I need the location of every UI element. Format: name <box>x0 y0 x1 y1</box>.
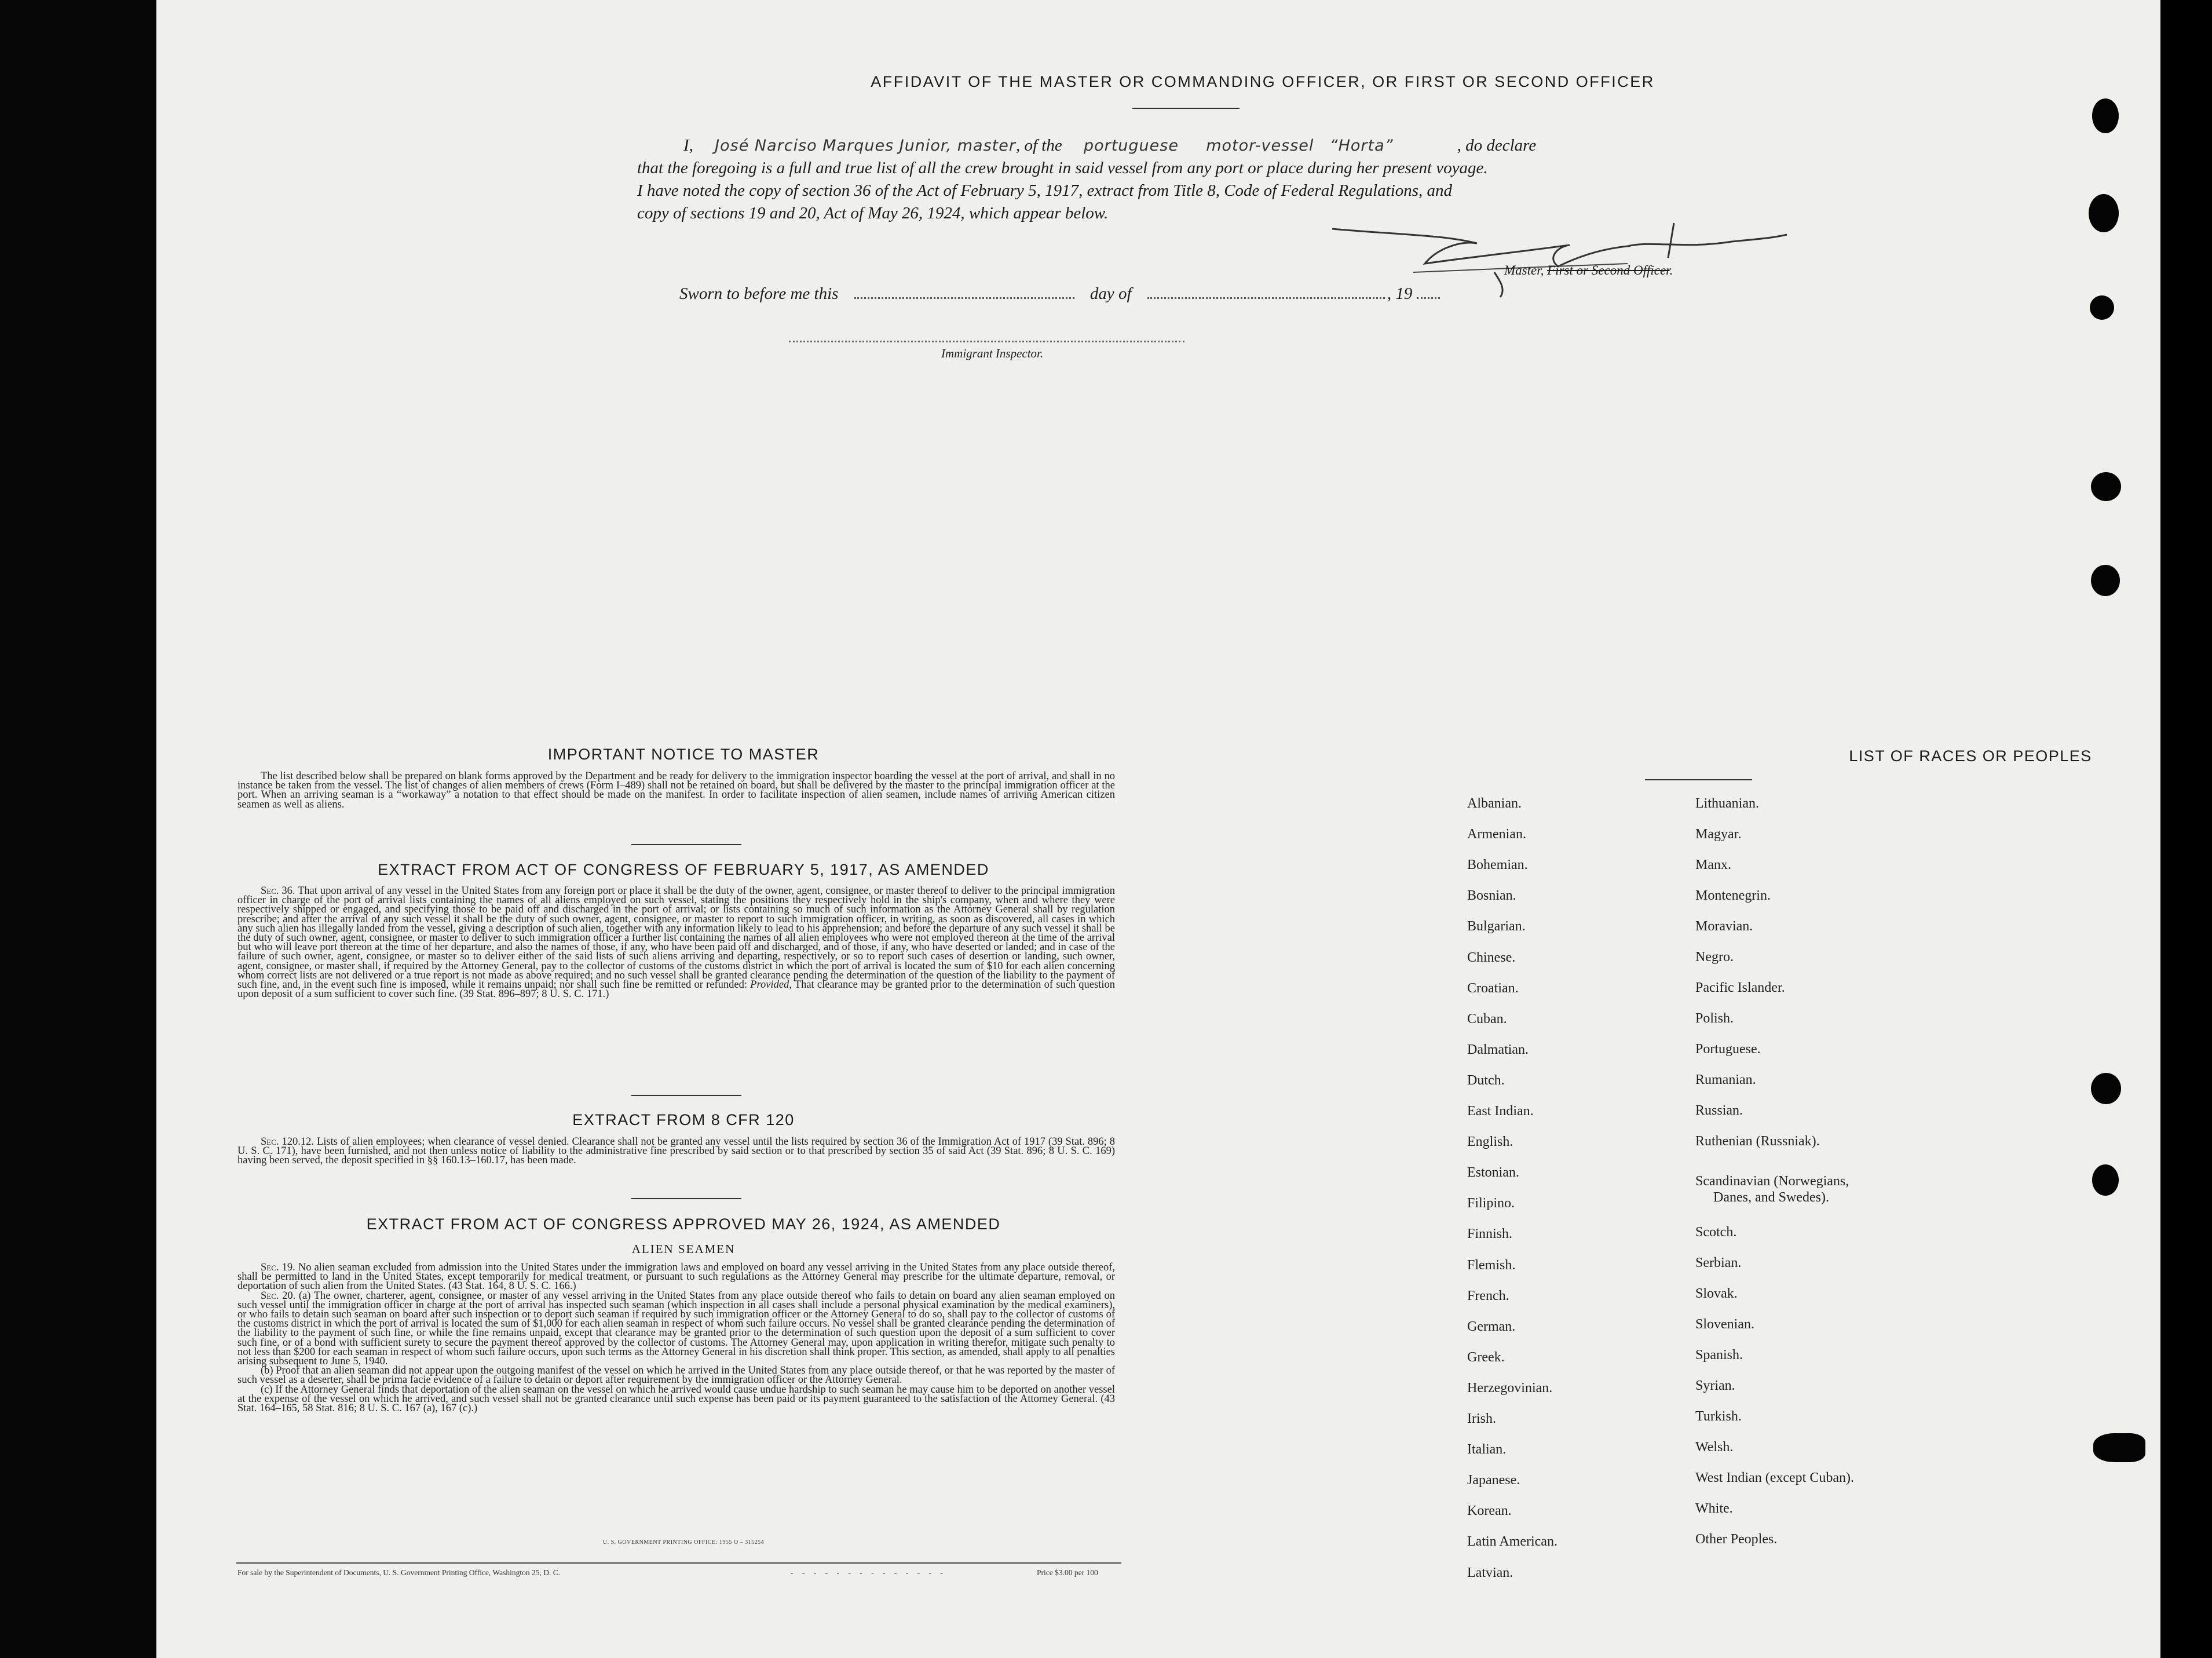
declaration-line-2: that the foregoing is a full and true list of all the crew brought in said vessel from any port or place during her present voyage. <box>637 159 1488 177</box>
title-rule <box>1132 108 1240 109</box>
race-item: Chinese. <box>1467 950 1516 965</box>
section-36-proviso: Provided, <box>750 979 792 991</box>
section-20a-text: (a) The owner, charterer, agent, consignee, or master of any vessel arriving in the United States from any place outside thereof who fails to detain on board any alien seaman employed on such vessel until the immigration officer in charge at the port of arrival has inspected such seaman (which inspection in all cases shall include a personal physical examination by the medical examiners), or who fails to detain such seaman on board after such inspection or to deport such seaman if required by such immigration officer or the Attorney General to do so, shall pay to the collector of customs of the customs district in which the port of arrival is located the sum of $1,000 for each alien seaman in respect of whom such failure occurs. No vessel shall be granted clearance pending the determination of the liability to the payment of such fine, or while the fine remains unpaid, except that clearance may be granted prior to the determination of such question upon the deposit of a sum sufficient to cover such fine, or of a bond with sufficient surety to secure the payment thereof approved by the collector of customs. The Attorney General may, upon application in writing therefor, mitigate such penalty to not less than $200 for each seaman in respect of whom such failure occurs, upon such terms as the Attorney General in his discretion shall think proper. This section, as amended, shall apply to all penalties arising subsequent to June 5, 1940. <box>237 1290 1116 1368</box>
sworn-line <box>679 284 1440 304</box>
race-item: Cuban. <box>1467 1011 1507 1027</box>
section-120-label: Sec. 120.12. <box>261 1136 314 1148</box>
extract-1917-title: EXTRACT FROM ACT OF CONGRESS OF FEBRUARY 5, 1917, AS AMENDED <box>378 861 989 878</box>
declaration-line-3: I have noted the copy of section 36 of the Act of February 5, 1917, extract from Title 8, Code of Federal Regulations, and <box>637 181 1453 200</box>
race-item: Finnish. <box>1467 1226 1513 1241</box>
sworn-day-blank <box>854 284 1074 299</box>
race-item: Slovak. <box>1695 1286 1738 1301</box>
race-item: Albanian. <box>1467 796 1522 811</box>
punch-hole <box>2091 565 2120 596</box>
section-20a-paragraph <box>237 1291 1115 1367</box>
section-19-text: No alien seaman excluded from admission into the United States under the immigration laws and employed on board any vessel arriving in the United States from any place outside thereof, shall be permitted to land in the United States, except temporarily for medical treatment, or pursuant to such regulations as the Attorney General may prescribe for the ultimate departure, removal, or deportation of such alien from the United States. (43 Stat. 164, 8 U. S. C. 166.) <box>237 1262 1116 1292</box>
race-item: Armenian. <box>1467 827 1526 842</box>
section-20c-paragraph: (c) If the Attorney General finds that deportation of the alien seaman on the vessel on which he arrived would cause undue hardship to such seaman he may cause him to be deported on another vessel at the expense of the vessel on which he arrived, and such vessel shall not be granted clearance until such expense has been paid or its payment guaranteed to the satisfaction of the Attorney General. (43 Stat. 164–165, 58 Stat. 816; 8 U. S. C. 167 (a), 167 (c).) <box>237 1383 1115 1415</box>
race-item: Syrian. <box>1695 1378 1735 1393</box>
section-36-paragraph <box>237 886 1115 999</box>
races-title: LIST OF RACES OR PEOPLES <box>1849 747 2092 765</box>
affidavit-title: AFFIDAVIT OF THE MASTER OR COMMANDING OFFICER, OR FIRST OR SECOND OFFICER <box>871 73 1655 90</box>
race-item: Filipino. <box>1467 1196 1515 1211</box>
section-36-text-end: That clearance may be granted prior to the determination of such question upon deposit of a sum sufficient to cover such fine. (39 Stat. 896–897; 8 U. S. C. 171.) <box>237 979 1115 1000</box>
inspector-label: Immigrant Inspector. <box>941 346 1044 360</box>
notice-body <box>237 772 1115 809</box>
punch-hole <box>2092 98 2119 133</box>
footer-sale-notice: For sale by the Superintendent of Documents, U. S. Government Printing Office, Washington 25, D. C. <box>237 1568 561 1577</box>
race-item: Bosnian. <box>1467 888 1516 903</box>
punch-hole <box>2092 1164 2119 1196</box>
master-role-handwritten: , master <box>946 137 1016 155</box>
race-item: Lithuanian. <box>1695 796 1759 811</box>
section-19-label: Sec. 19. <box>261 1262 295 1273</box>
sworn-prefix: Sworn to before me this <box>679 284 839 303</box>
extract-1924-title: EXTRACT FROM ACT OF CONGRESS APPROVED MAY 26, 1924, AS AMENDED <box>366 1215 1001 1233</box>
master-label-b: . <box>1669 263 1673 277</box>
race-item: Korean. <box>1467 1503 1512 1518</box>
race-item: German. <box>1467 1319 1516 1334</box>
race-item: Moravian. <box>1695 919 1753 934</box>
alien-seamen-subtitle: ALIEN SEAMEN <box>631 1242 736 1256</box>
race-item: White. <box>1695 1501 1733 1516</box>
sworn-month-blank <box>1147 284 1385 299</box>
declaration-text <box>637 134 1738 225</box>
master-name-handwritten: José Narciso Marques Junior <box>715 137 946 155</box>
race-item: Bohemian. <box>1467 857 1528 872</box>
declaration-line-4: copy of sections 19 and 20, Act of May 26, 1924, which appear below. <box>637 204 1109 222</box>
notice-paragraph: The list described below shall be prepared on blank forms approved by the Department and be ready for delivery to the immigration inspector boarding the vessel at the port of arrival, and shall in no instance be taken from the vessel. The list of changes of alien members of crews (Form I–489) shall not be retained on board, but shall be delivered by the master to the principal immigration officer at the port. When an arriving seaman is a “workaway” a notation to that effect should be made on the manifest. In order to facilitate inspection of alien seamen, include names of arriving American citizen seamen as well as aliens. <box>237 770 1115 810</box>
section-120-paragraph <box>237 1137 1115 1166</box>
race-item: Italian. <box>1467 1442 1507 1457</box>
section-20-label: Sec. 20. <box>261 1290 296 1302</box>
race-item: Russian. <box>1695 1103 1743 1118</box>
race-item: Serbian. <box>1695 1255 1742 1270</box>
punch-hole <box>2089 194 2119 232</box>
section-36-text: That upon arrival of any vessel in the United States from any foreign port or place it shall be the duty of the owner, agent, consignee, or master thereof to deliver to the principal immigration officer in charge of the port of arrival lists containing the names of all aliens employed on such vessel, stating the positions they respectively hold in the ship's company, when and where they were respectively shipped or engaged, and specifying those to be paid off and discharged in the port of arrival; or lists containing so much of such information as the Attorney General shall by regulation prescribe; and after the arrival of any such vessel it shall be the duty of such owner, agent, consignee, or master to report to such immigration officer, in writing, as soon as discovered, all cases in which any such alien has illegally landed from the vessel, giving a description of such alien, together with any information likely to lead to his apprehension; and before the departure of any such vessel it shall be the duty of such owner, agent, consignee, or master to deliver to such immigration officer a further list containing the names of all alien employees who were not employed thereon at the time of the arrival but who will leave port thereon at the time of her departure, and also the names of those, if any, who have been paid off and discharged, and of those, if any, who have deserted or landed; and in case of the failure of such owner, agent, consignee, or master so to deliver either of the said lists of such aliens arriving and departing, respectively, or so to report such cases of desertion or landing, such owner, agent, consignee, or master shall, if required by the Attorney General, pay to the collector of customs of the customs district in which the port of arrival is located the sum of $10 for each alien concerning whom correct lists are not delivered or a true report is not made as above required; and no such vessel shall be granted clearance pending the determination of the question of the liability to the payment of such fine, and, in the event such fine is imposed, while it remains unpaid; nor shall such fine be remitted or refunded: <box>237 885 1115 991</box>
punch-hole <box>2090 295 2114 320</box>
footer-price: Price $3.00 per 100 <box>1037 1568 1098 1577</box>
extract-cfr-body <box>237 1137 1115 1166</box>
sworn-day-label: day of <box>1089 284 1132 303</box>
race-item: French. <box>1467 1288 1509 1303</box>
divider <box>631 1095 741 1096</box>
extract-cfr-title: EXTRACT FROM 8 CFR 120 <box>572 1111 795 1129</box>
race-item: Latin American. <box>1467 1534 1557 1549</box>
extract-1917-body <box>237 886 1115 999</box>
extract-1924-body <box>237 1263 1115 1413</box>
race-item: Bulgarian. <box>1467 919 1526 934</box>
race-item: Croatian. <box>1467 981 1519 996</box>
race-item: Japanese. <box>1467 1473 1520 1488</box>
scan-edge <box>2160 0 2212 1658</box>
vessel-name-handwritten: “Horta” <box>1329 137 1394 155</box>
declaration-line-1 <box>637 134 1738 157</box>
race-item: Danes, and Swedes). <box>1713 1190 1829 1205</box>
race-item: Scandinavian (Norwegians, <box>1695 1174 1849 1189</box>
race-item: Pacific Islander. <box>1695 980 1785 995</box>
race-item: Dalmatian. <box>1467 1042 1529 1057</box>
vessel-type-handwritten: motor-vessel <box>1206 137 1314 155</box>
race-item: Negro. <box>1695 949 1734 965</box>
race-item: Polish. <box>1695 1011 1734 1026</box>
race-item: Greek. <box>1467 1350 1505 1365</box>
race-item: Other Peoples. <box>1695 1532 1778 1547</box>
race-item: Dutch. <box>1467 1073 1505 1088</box>
race-item: Flemish. <box>1467 1258 1516 1273</box>
punch-hole <box>2093 1433 2145 1462</box>
declaration-do-declare: , do declare <box>1457 136 1537 155</box>
race-item: Slovenian. <box>1695 1317 1754 1332</box>
declaration-i: I, <box>683 136 693 155</box>
master-label-struck: First or Second Officer <box>1547 263 1670 277</box>
divider <box>631 844 741 845</box>
sworn-year-blank <box>1417 284 1440 299</box>
footer-dashes: - - - - - - - - - - - - - - <box>791 1568 946 1577</box>
footer-rule <box>236 1562 1121 1564</box>
section-36-label: Sec. 36. <box>261 885 295 897</box>
punch-hole <box>2091 472 2121 501</box>
race-item: Portuguese. <box>1695 1042 1761 1057</box>
race-item: West Indian (except Cuban). <box>1695 1470 1854 1485</box>
race-item: Scotch. <box>1695 1225 1737 1240</box>
race-item: Magyar. <box>1695 827 1742 842</box>
master-label-a: Master, <box>1504 263 1548 277</box>
declaration-of-the: , of the <box>1015 136 1062 155</box>
race-item: Irish. <box>1467 1411 1496 1426</box>
races-title-rule <box>1645 779 1752 780</box>
divider <box>631 1198 741 1199</box>
race-item: Rumanian. <box>1695 1072 1756 1087</box>
race-item: Ruthenian (Russniak). <box>1695 1134 1820 1149</box>
inspector-signature-line <box>789 341 1184 342</box>
race-item: Montenegrin. <box>1695 888 1771 903</box>
sworn-year-label: , 19 <box>1387 284 1413 303</box>
race-item: Manx. <box>1695 857 1731 872</box>
race-item: Spanish. <box>1695 1347 1743 1363</box>
master-label <box>1504 263 1673 278</box>
section-20b-paragraph: (b) Proof that an alien seaman did not appear upon the outgoing manifest of the vessel on which he arrived in the United States from any place outside thereof, or that he was reported by the master of such vessel as a deserter, shall be prima facie evidence of a failure to detain or deport after requirement by the immigration officer or the Attorney General. <box>237 1365 1115 1386</box>
race-item: Herzegovinian. <box>1467 1381 1553 1396</box>
punch-hole <box>2091 1073 2121 1104</box>
vessel-nationality-handwritten: portuguese <box>1083 137 1179 155</box>
race-item: English. <box>1467 1134 1513 1149</box>
notice-title: IMPORTANT NOTICE TO MASTER <box>547 746 820 763</box>
section-120-text: Lists of alien employees; when clearance of vessel denied. Clearance shall not be granted any vessel until the lists required by section 36 of the Immigration Act of 1917 (39 Stat. 896; 8 U. S. C. 171), have been furnished, and not then unless notice of liability to the administrative fine prescribed by said section or to that prescribed by section 35 of said Act (39 Stat. 896; 8 U. S. C. 169) having been served, the deposit specified in §§ 160.13–160.17, has been made. <box>237 1136 1115 1167</box>
race-item: Latvian. <box>1467 1565 1513 1580</box>
race-item: Welsh. <box>1695 1440 1734 1455</box>
section-19-paragraph <box>237 1263 1115 1291</box>
printing-office-imprint: U. S. GOVERNMENT PRINTING OFFICE: 1955 O – 315254 <box>602 1539 765 1546</box>
race-item: Estonian. <box>1467 1165 1519 1180</box>
race-item: Turkish. <box>1695 1409 1742 1424</box>
race-item: East Indian. <box>1467 1104 1534 1119</box>
